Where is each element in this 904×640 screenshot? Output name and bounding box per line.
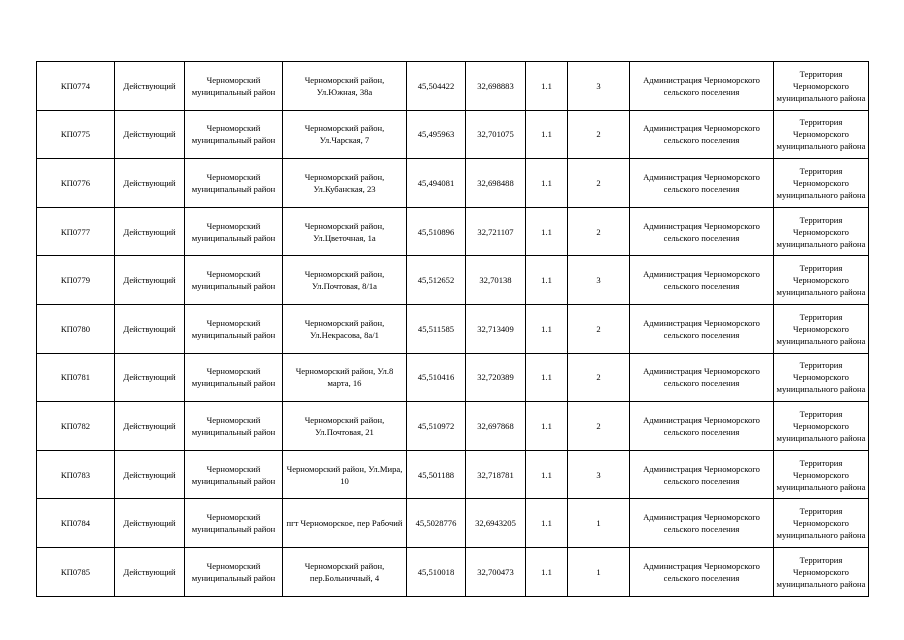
cell-area: Черноморский муниципальный район — [185, 110, 283, 159]
cell-longitude: 32,701075 — [466, 110, 526, 159]
cell-container-count: 2 — [568, 207, 630, 256]
cell-latitude: 45,495963 — [407, 110, 466, 159]
cell-longitude: 32,70138 — [466, 256, 526, 305]
cell-longitude: 32,698488 — [466, 159, 526, 208]
cell-address: Черноморский район, Ул.Южная, 38а — [283, 62, 407, 111]
cell-address: Черноморский район, Ул.8 марта, 16 — [283, 353, 407, 402]
cell-address: Черноморский район, Ул.Некрасова, 8а/1 — [283, 304, 407, 353]
cell-latitude: 45,510972 — [407, 402, 466, 451]
cell-address: Черноморский район, Ул.Мира, 10 — [283, 450, 407, 499]
cell-code: КП0777 — [37, 207, 115, 256]
cell-longitude: 32,697868 — [466, 402, 526, 451]
cell-code: КП0774 — [37, 62, 115, 111]
cell-status: Действующий — [115, 110, 185, 159]
cell-territory: Территория Черноморского муниципального района — [774, 207, 869, 256]
table-row — [37, 304, 869, 353]
cell-type: 1.1 — [526, 256, 568, 305]
cell-area: Черноморский муниципальный район — [185, 159, 283, 208]
cell-longitude: 32,721107 — [466, 207, 526, 256]
cell-latitude: 45,512652 — [407, 256, 466, 305]
cell-type: 1.1 — [526, 402, 568, 451]
cell-address: Черноморский район, Ул.Почтовая, 21 — [283, 402, 407, 451]
cell-longitude: 32,718781 — [466, 450, 526, 499]
cell-territory: Территория Черноморского муниципального района — [774, 402, 869, 451]
cell-status: Действующий — [115, 159, 185, 208]
cell-owner: Администрация Черноморского сельского поселения — [630, 256, 774, 305]
cell-address: Черноморский район, Ул.Почтовая, 8/1а — [283, 256, 407, 305]
registry-table-body — [37, 62, 869, 597]
cell-latitude: 45,5028776 — [407, 499, 466, 548]
cell-address: Черноморский район, Ул.Кубанская, 23 — [283, 159, 407, 208]
cell-container-count: 3 — [568, 256, 630, 305]
cell-longitude: 32,698883 — [466, 62, 526, 111]
cell-territory: Территория Черноморского муниципального района — [774, 499, 869, 548]
table-row — [37, 547, 869, 596]
cell-longitude: 32,700473 — [466, 547, 526, 596]
cell-latitude: 45,510896 — [407, 207, 466, 256]
cell-container-count: 2 — [568, 402, 630, 451]
cell-container-count: 2 — [568, 304, 630, 353]
cell-container-count: 1 — [568, 499, 630, 548]
cell-area: Черноморский муниципальный район — [185, 256, 283, 305]
table-row — [37, 207, 869, 256]
cell-latitude: 45,511585 — [407, 304, 466, 353]
cell-type: 1.1 — [526, 159, 568, 208]
registry-table — [36, 61, 869, 597]
cell-area: Черноморский муниципальный район — [185, 207, 283, 256]
cell-type: 1.1 — [526, 499, 568, 548]
cell-container-count: 1 — [568, 547, 630, 596]
cell-type: 1.1 — [526, 110, 568, 159]
cell-container-count: 2 — [568, 353, 630, 402]
cell-territory: Территория Черноморского муниципального района — [774, 110, 869, 159]
cell-type: 1.1 — [526, 62, 568, 111]
table-row — [37, 499, 869, 548]
cell-status: Действующий — [115, 207, 185, 256]
cell-status: Действующий — [115, 353, 185, 402]
cell-territory: Территория Черноморского муниципального района — [774, 547, 869, 596]
cell-area: Черноморский муниципальный район — [185, 402, 283, 451]
cell-type: 1.1 — [526, 450, 568, 499]
cell-code: КП0776 — [37, 159, 115, 208]
cell-code: КП0785 — [37, 547, 115, 596]
cell-status: Действующий — [115, 256, 185, 305]
cell-area: Черноморский муниципальный район — [185, 62, 283, 111]
cell-owner: Администрация Черноморского сельского поселения — [630, 207, 774, 256]
cell-container-count: 3 — [568, 450, 630, 499]
cell-territory: Территория Черноморского муниципального района — [774, 304, 869, 353]
cell-code: КП0783 — [37, 450, 115, 499]
cell-owner: Администрация Черноморского сельского поселения — [630, 304, 774, 353]
cell-longitude: 32,6943205 — [466, 499, 526, 548]
cell-latitude: 45,504422 — [407, 62, 466, 111]
cell-code: КП0784 — [37, 499, 115, 548]
cell-type: 1.1 — [526, 353, 568, 402]
cell-territory: Территория Черноморского муниципального района — [774, 353, 869, 402]
cell-area: Черноморский муниципальный район — [185, 450, 283, 499]
cell-code: КП0781 — [37, 353, 115, 402]
table-row — [37, 110, 869, 159]
cell-status: Действующий — [115, 62, 185, 111]
cell-address: Черноморский район, пер.Больничный, 4 — [283, 547, 407, 596]
cell-owner: Администрация Черноморского сельского поселения — [630, 499, 774, 548]
cell-latitude: 45,494081 — [407, 159, 466, 208]
cell-territory: Территория Черноморского муниципального района — [774, 62, 869, 111]
cell-code: КП0779 — [37, 256, 115, 305]
cell-owner: Администрация Черноморского сельского поселения — [630, 402, 774, 451]
cell-owner: Администрация Черноморского сельского поселения — [630, 353, 774, 402]
cell-address: Черноморский район, Ул.Цветочная, 1а — [283, 207, 407, 256]
cell-area: Черноморский муниципальный район — [185, 353, 283, 402]
table-row — [37, 450, 869, 499]
cell-owner: Администрация Черноморского сельского поселения — [630, 62, 774, 111]
cell-status: Действующий — [115, 547, 185, 596]
cell-territory: Территория Черноморского муниципального района — [774, 256, 869, 305]
cell-latitude: 45,510416 — [407, 353, 466, 402]
cell-container-count: 2 — [568, 110, 630, 159]
cell-owner: Администрация Черноморского сельского поселения — [630, 110, 774, 159]
cell-longitude: 32,713409 — [466, 304, 526, 353]
cell-code: КП0775 — [37, 110, 115, 159]
cell-code: КП0780 — [37, 304, 115, 353]
cell-type: 1.1 — [526, 547, 568, 596]
cell-address: Черноморский район, Ул.Чарская, 7 — [283, 110, 407, 159]
cell-area: Черноморский муниципальный район — [185, 304, 283, 353]
cell-owner: Администрация Черноморского сельского поселения — [630, 450, 774, 499]
cell-territory: Территория Черноморского муниципального района — [774, 159, 869, 208]
cell-code: КП0782 — [37, 402, 115, 451]
cell-latitude: 45,510018 — [407, 547, 466, 596]
cell-container-count: 2 — [568, 159, 630, 208]
table-row — [37, 62, 869, 111]
cell-status: Действующий — [115, 450, 185, 499]
cell-address: пгт Черноморское, пер Рабочий — [283, 499, 407, 548]
cell-status: Действующий — [115, 402, 185, 451]
table-row — [37, 159, 869, 208]
cell-container-count: 3 — [568, 62, 630, 111]
cell-type: 1.1 — [526, 304, 568, 353]
cell-type: 1.1 — [526, 207, 568, 256]
table-row — [37, 402, 869, 451]
cell-longitude: 32,720389 — [466, 353, 526, 402]
cell-territory: Территория Черноморского муниципального района — [774, 450, 869, 499]
table-row — [37, 256, 869, 305]
cell-owner: Администрация Черноморского сельского поселения — [630, 547, 774, 596]
cell-status: Действующий — [115, 304, 185, 353]
cell-area: Черноморский муниципальный район — [185, 547, 283, 596]
cell-latitude: 45,501188 — [407, 450, 466, 499]
cell-owner: Администрация Черноморского сельского поселения — [630, 159, 774, 208]
cell-status: Действующий — [115, 499, 185, 548]
cell-area: Черноморский муниципальный район — [185, 499, 283, 548]
table-row — [37, 353, 869, 402]
